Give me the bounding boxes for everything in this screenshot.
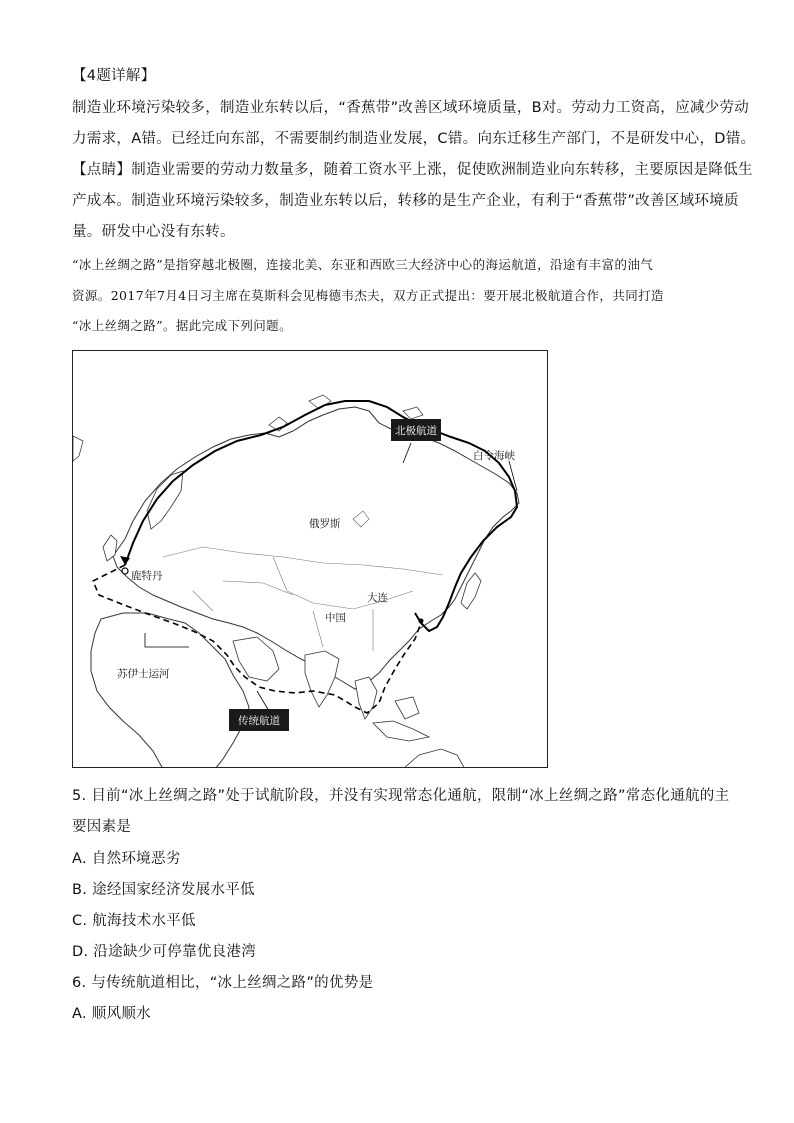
bering-label: 白令海峡 [473,450,515,462]
q4-detail-line-2: 力需求，A错。已经迁向东部，不需要制约制造业发展，C错。向东迁移生产部门，不是研发中心，D错。 [72,131,756,147]
greenland-shape [73,436,83,461]
q5-stem-line-2: 要因素是 [72,819,132,835]
dalian-dot [419,619,424,624]
borneo-shape [395,697,419,719]
dalian-label: 大连 [367,592,388,604]
australia-shape [403,749,465,768]
q5-option-c: C. 航海技术水平低 [72,913,196,929]
intro-line-3: “冰上丝绸之路”。据此完成下列问题。 [72,318,292,333]
africa-shape [91,613,249,768]
suez-label: 苏伊士运河 [117,668,170,680]
dianjing-line-1: 【点睛】制造业需要的劳动力数量多，随着工资水平上涨，促使欧洲制造业向东转移，主要原因是降低生 [72,162,753,178]
indonesia-shape [373,721,429,741]
route-map [72,350,548,768]
arctic-route-label: 北极航道 [395,425,437,437]
intro-line-1: “冰上丝绸之路”是指穿越北极圈，连接北美、东亚和西欧三大经济中心的海运航道，沿途有丰富的油气 [72,257,654,272]
dianjing-line-2: 产成本。制造业环境污染较多，制造业东转以后，转移的是生产企业，有利于“香蕉带”改善区域环境质 [72,193,739,209]
rotterdam-label: 鹿特丹 [131,570,163,582]
q6-stem: 6. 与传统航道相比，“冰上丝绸之路”的优势是 [72,975,374,991]
traditional-pointer [257,691,269,711]
q5-stem-line-1: 5. 目前“冰上丝绸之路”处于试航阶段，并没有实现常态化通航，限制“冰上丝绸之路”常态化通航的主 [72,788,730,804]
traditional-route-label: 传统航道 [238,715,280,727]
q5-option-a: A. 自然环境恶劣 [72,851,181,867]
china-label: 中国 [325,612,346,624]
arctic-island-3 [403,407,423,419]
q4-detail-heading: 【4题详解】 [72,68,156,84]
q6-option-a: A. 顺风顺水 [72,1006,151,1022]
rotterdam-dot [122,568,128,574]
intro-line-2: 资源。2017年7月4日习主席在莫斯科会见梅德韦杰夫，双方正式提出：要开展北极航道合作，共同打造 [72,288,664,303]
arabia-shape [233,637,279,681]
q5-option-b: B. 途经国家经济发展水平低 [72,882,255,898]
q5-option-d: D. 沿途缺少可停靠优良港湾 [72,944,257,960]
russia-label: 俄罗斯 [309,518,341,530]
q4-detail-line-1: 制造业环境污染较多，制造业东转以后，“香蕉带”改善区域环境质量，B对。劳动力工资高，应减少劳动 [72,100,750,116]
map-svg [73,351,548,768]
dianjing-line-3: 量。研发中心没有东转。 [72,224,235,240]
india-shape [305,651,339,707]
